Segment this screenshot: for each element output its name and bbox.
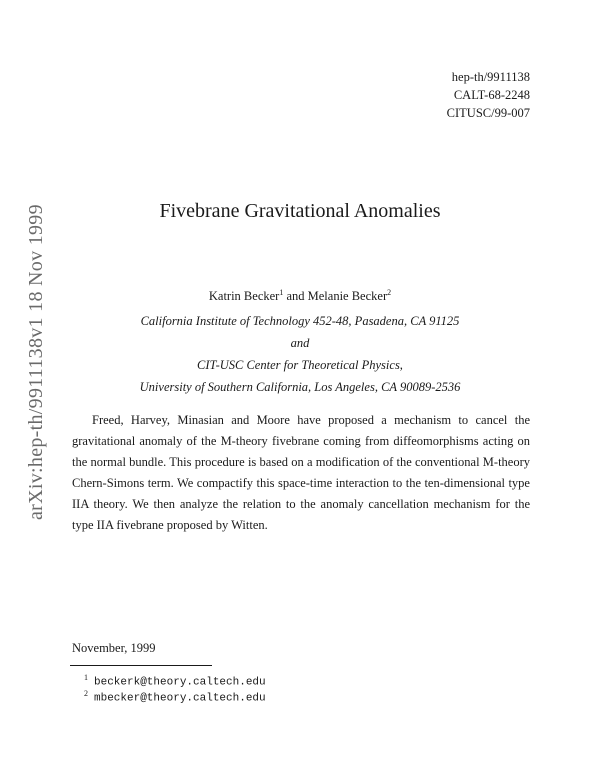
- affiliation-and: and: [290, 336, 310, 350]
- author-email: beckerk@theory.caltech.edu: [94, 676, 266, 689]
- author-name: Katrin Becker: [208, 289, 280, 303]
- arxiv-side-stamp: arXiv:hep-th/9911138v1 18 Nov 1999: [25, 204, 47, 520]
- preprint-numbers: [447, 68, 530, 122]
- footnote-mark: 2: [387, 287, 392, 297]
- publication-date: November, 1999: [72, 641, 156, 655]
- author-line: [0, 288, 600, 304]
- report-number-citusc: CITUSC/99-007: [446, 106, 530, 120]
- affiliation-usc: University of Southern California, Los Angeles, CA 90089-2536: [139, 380, 461, 394]
- arxiv-id: hep-th/9911138: [451, 70, 530, 84]
- paper-title: Fivebrane Gravitational Anomalies: [159, 200, 441, 222]
- footnote-item: [84, 687, 266, 706]
- author-email: mbecker@theory.caltech.edu: [94, 692, 266, 705]
- report-number-caltech: CALT-68-2248: [453, 88, 530, 102]
- footnote-mark: 2: [84, 689, 88, 698]
- footnote-mark: 1: [279, 287, 284, 297]
- affiliation-center: CIT-USC Center for Theoretical Physics,: [197, 358, 403, 372]
- abstract-text: Freed, Harvey, Minasian and Moore have proposed a mechanism to cancel the gravitational anomaly of the M-theory fivebrane coming from diffeomorphisms acting on the normal bundle. This procedure is based on a modification of the conventional M-theory Chern-Simons term. We compactify this space-time interaction to the ten-dimensional type IIA theory. We then analyze the relation to the anomaly cancellation mechanism for the type IIA fivebrane proposed by Witten.: [72, 413, 530, 532]
- footnote-rule: [70, 665, 212, 666]
- author-name: Melanie Becker: [307, 289, 388, 303]
- affiliation-caltech: California Institute of Technology 452-48, Pasadena, CA 91125: [140, 314, 460, 328]
- footnote-mark: 1: [84, 673, 88, 682]
- author-conjunction: and: [283, 289, 308, 303]
